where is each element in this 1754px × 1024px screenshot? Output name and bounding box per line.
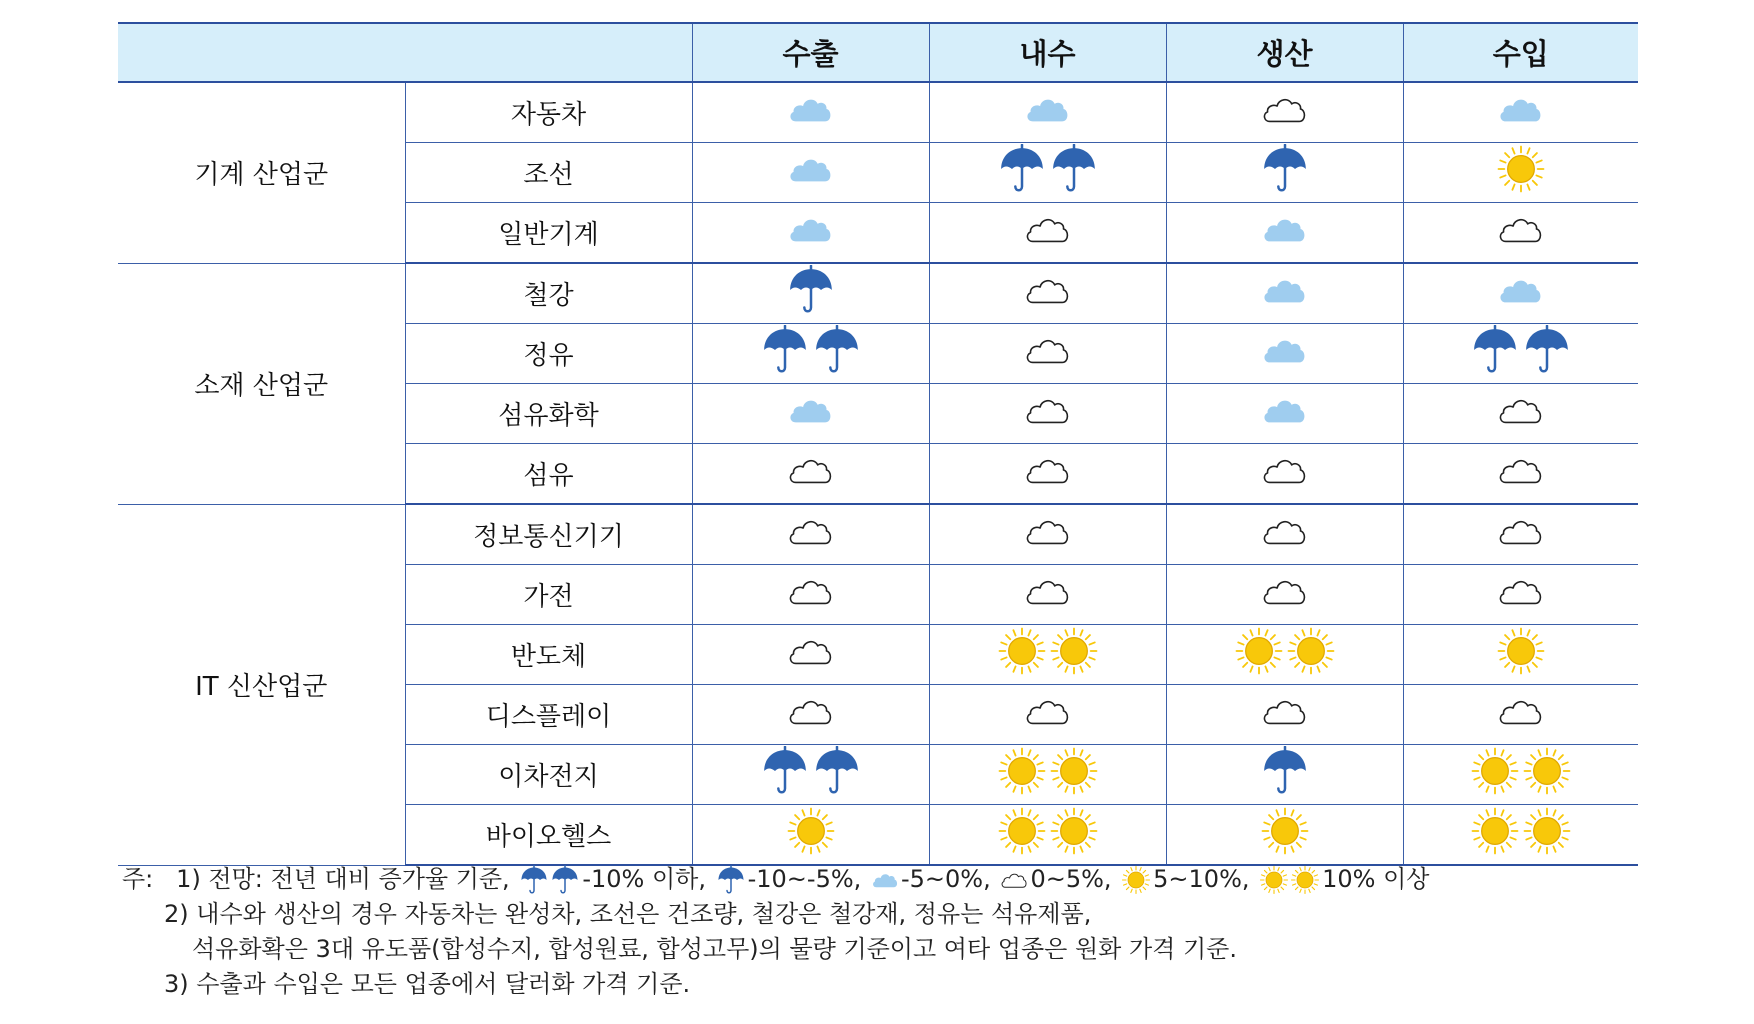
cell-imp bbox=[1403, 745, 1638, 805]
weather-icons bbox=[787, 392, 834, 428]
sun-icon bbox=[997, 746, 1047, 796]
weather-icons bbox=[1261, 332, 1308, 368]
white-cloud-icon bbox=[1497, 392, 1544, 428]
cell-prod bbox=[1166, 745, 1403, 805]
cell-dom bbox=[929, 805, 1166, 866]
legend-text: 10% 이상 bbox=[1322, 865, 1430, 893]
notes bbox=[122, 862, 1642, 1002]
cell-exp bbox=[692, 143, 929, 203]
weather-icons bbox=[1260, 144, 1310, 194]
header-import: 수입 bbox=[1403, 23, 1638, 82]
weather-icons bbox=[1024, 392, 1071, 428]
cell-exp bbox=[692, 625, 929, 685]
cell-dom bbox=[929, 384, 1166, 444]
sun-icon bbox=[1121, 865, 1151, 895]
umbrella-icon bbox=[760, 325, 810, 375]
legend bbox=[517, 865, 1429, 893]
cell-dom bbox=[929, 324, 1166, 384]
umbrella-icon bbox=[812, 325, 862, 375]
umbrella-icon bbox=[519, 865, 549, 895]
weather-icons bbox=[786, 265, 836, 315]
sun-icon bbox=[1470, 746, 1520, 796]
weather-icons bbox=[787, 151, 834, 187]
industry-label: 바이오헬스 bbox=[405, 805, 692, 866]
industry-label: 철강 bbox=[405, 263, 692, 324]
cell-imp bbox=[1403, 384, 1638, 444]
cell-imp bbox=[1403, 504, 1638, 565]
cell-imp bbox=[1403, 263, 1638, 324]
blue-cloud-icon bbox=[1261, 332, 1308, 368]
sun-icon bbox=[1286, 626, 1336, 676]
weather-icons bbox=[787, 513, 834, 549]
weather-icons bbox=[1024, 513, 1071, 549]
cell-prod bbox=[1166, 444, 1403, 505]
weather-icons bbox=[997, 144, 1099, 194]
header-row bbox=[118, 23, 1638, 82]
note-prefix: 주: bbox=[122, 865, 154, 893]
weather-icons bbox=[997, 626, 1099, 676]
weather-icons bbox=[1497, 91, 1544, 127]
cell-dom bbox=[929, 82, 1166, 143]
industry-label: 섬유 bbox=[405, 444, 692, 505]
cell-exp bbox=[692, 384, 929, 444]
weather-icons bbox=[760, 325, 862, 375]
cell-exp bbox=[692, 685, 929, 745]
weather-icons bbox=[1261, 272, 1308, 308]
cell-exp bbox=[692, 203, 929, 264]
weather-icons bbox=[1024, 332, 1071, 368]
cell-dom bbox=[929, 685, 1166, 745]
cell-prod bbox=[1166, 625, 1403, 685]
cell-exp bbox=[692, 565, 929, 625]
umbrella-icon bbox=[786, 265, 836, 315]
white-cloud-icon bbox=[787, 693, 834, 729]
white-cloud-icon bbox=[1261, 91, 1308, 127]
industry-label: 정보통신기기 bbox=[405, 504, 692, 565]
weather-icons bbox=[1470, 746, 1572, 796]
weather-icons bbox=[786, 806, 836, 856]
blue-cloud-icon bbox=[787, 392, 834, 428]
table-row bbox=[118, 263, 1638, 324]
sun-icon bbox=[1496, 144, 1546, 194]
umbrella-icon bbox=[550, 865, 580, 895]
industry-label: 자동차 bbox=[405, 82, 692, 143]
legend-text: -5~0%, bbox=[900, 865, 999, 893]
weather-icons bbox=[1261, 693, 1308, 729]
header-domestic: 내수 bbox=[929, 23, 1166, 82]
legend-icon bbox=[1000, 869, 1028, 891]
industry-label: 조선 bbox=[405, 143, 692, 203]
weather-icons bbox=[1497, 693, 1544, 729]
cell-prod bbox=[1166, 384, 1403, 444]
blue-cloud-icon bbox=[1261, 272, 1308, 308]
weather-icons bbox=[1497, 392, 1544, 428]
weather-icons bbox=[997, 746, 1099, 796]
blue-cloud-icon bbox=[1024, 91, 1071, 127]
sun-icon bbox=[1522, 746, 1572, 796]
cell-exp bbox=[692, 444, 929, 505]
blue-cloud-icon bbox=[1261, 211, 1308, 247]
cell-prod bbox=[1166, 324, 1403, 384]
legend-text: -10% 이하, bbox=[582, 865, 714, 893]
blue-cloud-icon bbox=[1261, 392, 1308, 428]
cell-imp bbox=[1403, 685, 1638, 745]
weather-icons bbox=[1497, 272, 1544, 308]
header-production: 생산 bbox=[1166, 23, 1403, 82]
white-cloud-icon bbox=[1497, 693, 1544, 729]
cell-prod bbox=[1166, 82, 1403, 143]
cell-prod bbox=[1166, 203, 1403, 264]
weather-icons bbox=[1470, 806, 1572, 856]
cell-exp bbox=[692, 805, 929, 866]
cell-imp bbox=[1403, 565, 1638, 625]
cell-dom bbox=[929, 143, 1166, 203]
sun-icon bbox=[1049, 806, 1099, 856]
umbrella-icon bbox=[1470, 325, 1520, 375]
weather-icons bbox=[1024, 452, 1071, 488]
sun-icon bbox=[786, 806, 836, 856]
cell-dom bbox=[929, 504, 1166, 565]
legend-icon bbox=[519, 865, 580, 895]
weather-icons bbox=[1024, 272, 1071, 308]
weather-icons bbox=[1024, 693, 1071, 729]
cell-dom bbox=[929, 745, 1166, 805]
legend-icon bbox=[871, 869, 899, 891]
white-cloud-icon bbox=[787, 573, 834, 609]
umbrella-icon bbox=[997, 144, 1047, 194]
cell-imp bbox=[1403, 82, 1638, 143]
legend-text: 5~10%, bbox=[1153, 865, 1258, 893]
weather-icons bbox=[1497, 452, 1544, 488]
umbrella-icon bbox=[716, 865, 746, 895]
note-2b: 석유화확은 3대 유도품(합성수지, 합성원료, 합성고무)의 물량 기준이고 여타 업종은 원화 가격 기준. bbox=[192, 935, 1237, 963]
cell-imp bbox=[1403, 625, 1638, 685]
white-cloud-icon bbox=[1497, 513, 1544, 549]
table-row bbox=[118, 504, 1638, 565]
table-body bbox=[118, 82, 1638, 865]
blue-cloud-icon bbox=[871, 869, 899, 891]
weather-icons bbox=[1260, 806, 1310, 856]
cell-imp bbox=[1403, 203, 1638, 264]
industry-label: 가전 bbox=[405, 565, 692, 625]
white-cloud-icon bbox=[1024, 573, 1071, 609]
industry-label: 디스플레이 bbox=[405, 685, 692, 745]
sun-icon bbox=[997, 626, 1047, 676]
sun-icon bbox=[1470, 806, 1520, 856]
weather-icons bbox=[1497, 573, 1544, 609]
industry-label: 정유 bbox=[405, 324, 692, 384]
group-label: 소재 산업군 bbox=[118, 263, 405, 504]
industry-label: 일반기계 bbox=[405, 203, 692, 264]
weather-icons bbox=[1497, 513, 1544, 549]
white-cloud-icon bbox=[1261, 573, 1308, 609]
industry-label: 섬유화학 bbox=[405, 384, 692, 444]
umbrella-icon bbox=[760, 746, 810, 796]
white-cloud-icon bbox=[1497, 211, 1544, 247]
weather-icons bbox=[787, 452, 834, 488]
industry-label: 이차전지 bbox=[405, 745, 692, 805]
weather-icons bbox=[787, 693, 834, 729]
cell-exp bbox=[692, 324, 929, 384]
cell-prod bbox=[1166, 685, 1403, 745]
white-cloud-icon bbox=[1261, 513, 1308, 549]
weather-icons bbox=[1234, 626, 1336, 676]
sun-icon bbox=[1260, 806, 1310, 856]
weather-icons bbox=[1470, 325, 1572, 375]
weather-icons bbox=[1024, 211, 1071, 247]
white-cloud-icon bbox=[1497, 452, 1544, 488]
weather-icons bbox=[1261, 513, 1308, 549]
white-cloud-icon bbox=[787, 633, 834, 669]
legend-text: -10~-5%, bbox=[747, 865, 869, 893]
legend-text: 0~5%, bbox=[1030, 865, 1120, 893]
weather-icons bbox=[787, 573, 834, 609]
white-cloud-icon bbox=[1024, 272, 1071, 308]
cell-prod bbox=[1166, 805, 1403, 866]
cell-dom bbox=[929, 444, 1166, 505]
weather-icons bbox=[787, 633, 834, 669]
white-cloud-icon bbox=[1261, 452, 1308, 488]
cell-dom bbox=[929, 625, 1166, 685]
group-label: 기계 산업군 bbox=[118, 82, 405, 263]
cell-exp bbox=[692, 263, 929, 324]
cell-imp bbox=[1403, 324, 1638, 384]
cell-exp bbox=[692, 745, 929, 805]
cell-imp bbox=[1403, 143, 1638, 203]
cell-imp bbox=[1403, 444, 1638, 505]
sun-icon bbox=[997, 806, 1047, 856]
weather-icons bbox=[1260, 746, 1310, 796]
weather-icons bbox=[1496, 626, 1546, 676]
weather-icons bbox=[1261, 211, 1308, 247]
cell-prod bbox=[1166, 263, 1403, 324]
cell-dom bbox=[929, 203, 1166, 264]
legend-icon bbox=[1121, 865, 1151, 895]
white-cloud-icon bbox=[1024, 513, 1071, 549]
blue-cloud-icon bbox=[787, 91, 834, 127]
weather-icons bbox=[787, 211, 834, 247]
legend-icon bbox=[716, 865, 746, 895]
cell-exp bbox=[692, 504, 929, 565]
blue-cloud-icon bbox=[787, 211, 834, 247]
cell-dom bbox=[929, 565, 1166, 625]
white-cloud-icon bbox=[1497, 573, 1544, 609]
note-3: 3) 수출과 수입은 모든 업종에서 달러화 가격 기준. bbox=[164, 970, 691, 998]
cell-imp bbox=[1403, 805, 1638, 866]
group-label: IT 신산업군 bbox=[118, 504, 405, 865]
outlook-table bbox=[118, 22, 1638, 866]
weather-icons bbox=[1261, 573, 1308, 609]
umbrella-icon bbox=[1260, 144, 1310, 194]
weather-icons bbox=[1261, 392, 1308, 428]
sun-icon bbox=[1496, 626, 1546, 676]
blue-cloud-icon bbox=[1497, 91, 1544, 127]
note-1-lead: 1) 전망: 전년 대비 증가율 기준, bbox=[176, 865, 510, 893]
white-cloud-icon bbox=[787, 513, 834, 549]
weather-icons bbox=[1496, 144, 1546, 194]
umbrella-icon bbox=[1522, 325, 1572, 375]
note-1 bbox=[122, 862, 1642, 897]
white-cloud-icon bbox=[787, 452, 834, 488]
weather-icons bbox=[787, 91, 834, 127]
cell-exp bbox=[692, 82, 929, 143]
weather-icons bbox=[1497, 211, 1544, 247]
weather-icons bbox=[1261, 91, 1308, 127]
umbrella-icon bbox=[1260, 746, 1310, 796]
white-cloud-icon bbox=[1024, 392, 1071, 428]
weather-icons bbox=[997, 806, 1099, 856]
sun-icon bbox=[1049, 626, 1099, 676]
cell-prod bbox=[1166, 565, 1403, 625]
industry-label: 반도체 bbox=[405, 625, 692, 685]
weather-icons bbox=[1024, 573, 1071, 609]
legend-icon bbox=[1259, 865, 1320, 895]
weather-icons bbox=[1024, 91, 1071, 127]
sun-icon bbox=[1049, 746, 1099, 796]
header-export: 수출 bbox=[692, 23, 929, 82]
weather-icons bbox=[1261, 452, 1308, 488]
umbrella-icon bbox=[812, 746, 862, 796]
sun-icon bbox=[1259, 865, 1289, 895]
weather-icons bbox=[760, 746, 862, 796]
cell-prod bbox=[1166, 504, 1403, 565]
table-row bbox=[118, 82, 1638, 143]
note-2: 2) 내수와 생산의 경우 자동차는 완성차, 조선은 건조량, 철강은 철강재, 정유는 석유제품, bbox=[164, 900, 1092, 928]
white-cloud-icon bbox=[1024, 452, 1071, 488]
sun-icon bbox=[1522, 806, 1572, 856]
umbrella-icon bbox=[1049, 144, 1099, 194]
white-cloud-icon bbox=[1024, 693, 1071, 729]
white-cloud-icon bbox=[1024, 211, 1071, 247]
header-blank bbox=[118, 23, 692, 82]
cell-dom bbox=[929, 263, 1166, 324]
blue-cloud-icon bbox=[787, 151, 834, 187]
sun-icon bbox=[1234, 626, 1284, 676]
white-cloud-icon bbox=[1000, 869, 1028, 891]
blue-cloud-icon bbox=[1497, 272, 1544, 308]
sun-icon bbox=[1290, 865, 1320, 895]
white-cloud-icon bbox=[1024, 332, 1071, 368]
cell-prod bbox=[1166, 143, 1403, 203]
white-cloud-icon bbox=[1261, 693, 1308, 729]
